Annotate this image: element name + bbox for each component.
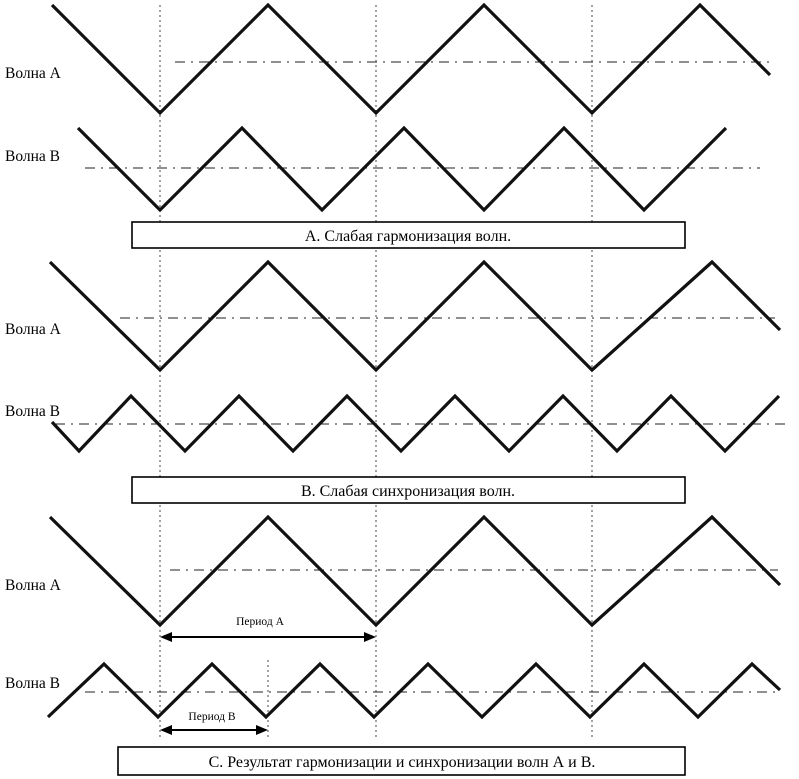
period-a-label: Период А (236, 616, 284, 628)
wave-b-line (78, 128, 726, 210)
caption-text: С. Результат гармонизации и синхронизации волн А и В. (208, 754, 596, 771)
wave-b-label: Волна В (5, 675, 61, 692)
caption-text: В. Слабая синхронизация волн. (300, 483, 516, 500)
period-a-arrow (160, 632, 376, 642)
period-b-label: Период В (188, 711, 236, 723)
wave-a-label: Волна А (5, 577, 61, 594)
wave-a-label: Волна А (5, 65, 61, 82)
panel-b (5, 262, 785, 503)
wave-a-line (50, 517, 780, 625)
wave-a-line (50, 262, 780, 370)
period-b-arrow (160, 725, 268, 735)
panel-a (5, 5, 770, 248)
wave-b-label: Волна В (5, 403, 61, 420)
wave-a-label: Волна А (5, 321, 61, 338)
caption-text: А. Слабая гармонизация волн. (304, 228, 512, 245)
wave-b-label: Волна В (5, 148, 61, 165)
wave-b-line (48, 664, 780, 717)
panel-c (5, 517, 780, 775)
wave-b-line (52, 396, 779, 451)
